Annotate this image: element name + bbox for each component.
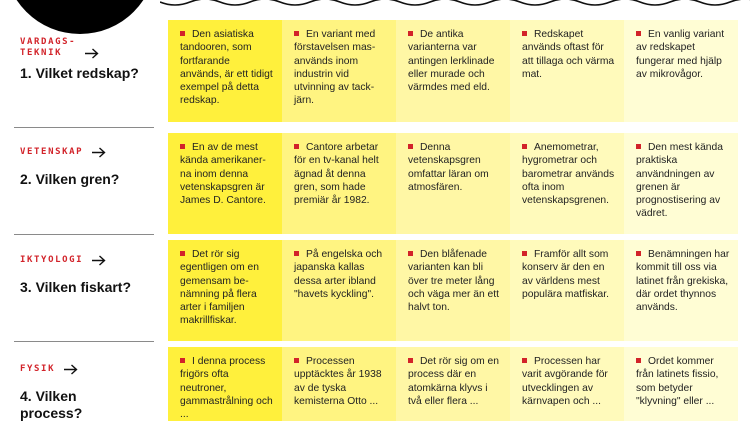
question-title: 1. Vilket redskap? <box>20 65 139 81</box>
bullet-icon <box>180 144 185 149</box>
category-label: VETENSKAP <box>20 147 84 157</box>
bullet-icon <box>294 358 299 363</box>
row-separator <box>14 341 154 342</box>
clue-text: Anemometrar, hygrometrar och barometrar används ofta inom vetenskapsgrenen. <box>522 142 615 207</box>
clue-cell <box>396 240 510 341</box>
arrow-right-icon <box>85 48 99 59</box>
question-title: 4. Vilken process? <box>20 388 83 421</box>
bullet-icon <box>294 144 299 149</box>
bullet-icon <box>180 251 185 256</box>
clue-cell <box>168 347 282 421</box>
category-label: FYSIK <box>20 364 56 374</box>
clue-text: Processen upptäcktes år 1938 av de tyska kemisterna Otto ... <box>294 356 382 407</box>
clue-text: Den asiatiska tandooren, som fortfarande används, är ett tidigt exempel på detta redskap. <box>180 29 273 107</box>
clue-text: Det rör sig om en process där en atomkärna klyvs i två eller flera ... <box>408 356 499 407</box>
bullet-icon <box>522 251 527 256</box>
clue-text: En vanlig variant av redskapet fungerar med hjälp av mikrovågor. <box>636 29 725 80</box>
bullet-icon <box>636 144 641 149</box>
clue-cell <box>282 240 396 341</box>
bullet-icon <box>180 31 185 36</box>
clue-cell <box>510 20 624 122</box>
clue-text: Framför allt som konserv är den en av världens mest populära matfiskar. <box>522 249 609 300</box>
clue-text: Redskapet används oftast för att tillaga och värma mat. <box>522 29 615 80</box>
clue-cell <box>168 133 282 234</box>
decorative-black-circle <box>4 0 156 34</box>
clue-cell <box>396 133 510 234</box>
clue-cell <box>396 20 510 122</box>
bullet-icon <box>408 251 413 256</box>
clue-cell <box>282 347 396 421</box>
clue-cell <box>510 133 624 234</box>
clue-cell <box>282 133 396 234</box>
clue-text: Processen har varit avgörande för utvecklingen av kärnvapen och ... <box>522 356 608 407</box>
clue-text: Den blåfenade varianten kan bli över tre meter lång och väga mer än ett halvt ton. <box>408 249 500 314</box>
bullet-icon <box>408 31 413 36</box>
bullet-icon <box>522 31 527 36</box>
clue-cell <box>510 347 624 421</box>
bullet-icon <box>636 358 641 363</box>
category-label: VARDAGS- TEKNIK <box>20 37 77 58</box>
row-separator <box>14 127 154 128</box>
bullet-icon <box>522 144 527 149</box>
question-title: 2. Vilken gren? <box>20 171 120 187</box>
clue-text: Denna vetenskapsgren omfattar läran om atmosfären. <box>408 142 489 193</box>
row-label <box>20 255 162 296</box>
clue-text: På engelska och japanska kallas dessa arter ibland "havets kyckling". <box>294 249 383 300</box>
clue-text: En variant med förstavelsen mas-används inom industrin vid utvinning av tack-järn. <box>294 29 376 107</box>
clue-text: Benämningen har kommit till oss via latinet från grekiska, där ordet thynnos används. <box>636 249 730 314</box>
clue-cell <box>510 240 624 341</box>
clue-cell <box>624 133 738 234</box>
bullet-icon <box>408 358 413 363</box>
clue-cell <box>168 240 282 341</box>
clue-cell <box>168 20 282 122</box>
clue-text: En av de mest kända amerikaner-na inom denna vetenskapsgren är James D. Cantore. <box>180 142 266 207</box>
bullet-icon <box>408 144 413 149</box>
question-title: 3. Vilken fiskart? <box>20 279 132 295</box>
bullet-icon <box>636 251 641 256</box>
row-label <box>20 147 162 188</box>
clue-text: Det rör sig egentligen om en gemensam be-nämning på flera arter i familjen makrillfiskar. <box>180 249 260 327</box>
arrow-right-icon <box>64 364 78 375</box>
clue-text: De antika varianterna var antingen lerklinade eller murade och värmdes med eld. <box>408 29 495 94</box>
category-label: IKTYOLOGI <box>20 255 84 265</box>
clue-cell <box>282 20 396 122</box>
decorative-wave-line <box>160 0 750 10</box>
row-separator <box>14 234 154 235</box>
arrow-right-icon <box>92 147 106 158</box>
clue-text: Cantore arbetar för en tv-kanal helt ägnad åt denna gren, som hade premiär år 1982. <box>294 142 379 207</box>
arrow-right-icon <box>92 255 106 266</box>
clue-cell <box>624 347 738 421</box>
row-label <box>20 364 162 422</box>
bullet-icon <box>522 358 527 363</box>
bullet-icon <box>636 31 641 36</box>
clue-text: Ordet kommer från latinets fissio, som betyder "klyvning" eller ... <box>636 356 719 407</box>
clue-cell <box>624 240 738 341</box>
clue-cell <box>396 347 510 421</box>
clue-text: I denna process frigörs ofta neutroner, gammastrålning och ... <box>180 356 273 421</box>
bullet-icon <box>294 31 299 36</box>
bullet-icon <box>180 358 185 363</box>
row-label <box>20 37 162 82</box>
bullet-icon <box>294 251 299 256</box>
clue-cell <box>624 20 738 122</box>
clue-text: Den mest kända praktiska användningen av grenen är prognostisering av vädret. <box>636 142 723 220</box>
